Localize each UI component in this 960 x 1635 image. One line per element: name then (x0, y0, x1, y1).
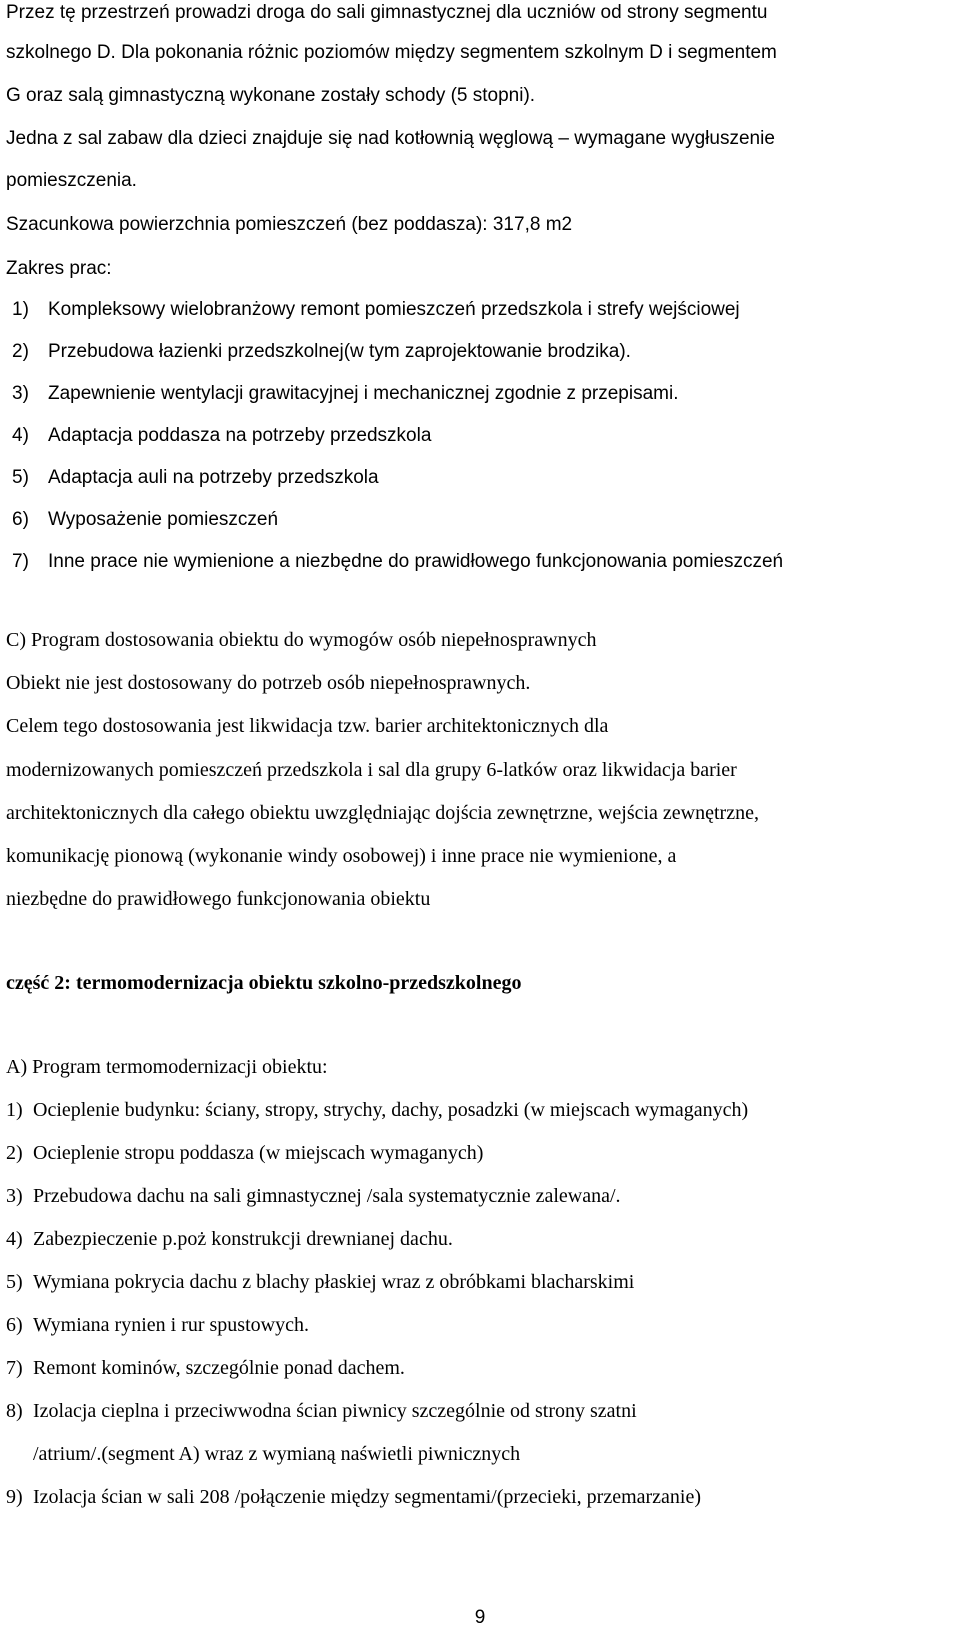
list-number: 5) (6, 1271, 23, 1293)
list-text: Adaptacja poddasza na potrzeby przedszkola (48, 425, 432, 446)
list-text: Izolacja cieplna i przeciwwodna ścian piwnicy szczególnie od strony szatni (33, 1400, 637, 1422)
list-text: Inne prace nie wymienione a niezbędne do prawidłowego funkcjonowania pomieszczeń (48, 551, 784, 572)
list-text: Ocieplenie stropu poddasza (w miejscach wymaganych) (33, 1142, 484, 1164)
list-number: 7) (6, 1357, 23, 1379)
list-text: Kompleksowy wielobranżowy remont pomieszczeń przedszkola i strefy wejściowej (48, 299, 740, 320)
list-number: 1) (12, 299, 29, 320)
section-c-line: komunikację pionową (wykonanie windy osobowej) i inne prace nie wymienione, a (6, 845, 677, 867)
list-text: Remont kominów, szczególnie ponad dachem. (33, 1357, 405, 1379)
list-number: 9) (6, 1486, 23, 1508)
area-line: Szacunkowa powierzchnia pomieszczeń (bez poddasza): 317,8 m2 (6, 214, 573, 235)
list-number: 2) (6, 1142, 23, 1164)
section-c-line: architektonicznych dla całego obiektu uwzględniając dojścia zewnętrzne, wejścia zewnętrzne, (6, 802, 759, 824)
list-number: 6) (12, 509, 29, 530)
list-number: 5) (12, 467, 29, 488)
page-number: 9 (474, 1607, 486, 1628)
part2-heading: część 2: termomodernizacja obiektu szkolno-przedszkolnego (6, 972, 522, 994)
list-text: Zabezpieczenie p.poż konstrukcji drewnianej dachu. (33, 1228, 453, 1250)
intro-line: pomieszczenia. (6, 170, 137, 191)
list-number: 3) (6, 1185, 23, 1207)
intro-line: Jedna z sal zabaw dla dzieci znajduje się nad kotłownią węglową – wymagane wygłuszenie (6, 128, 775, 149)
section-c-heading: C) Program dostosowania obiektu do wymogów osób niepełnosprawnych (6, 629, 597, 651)
list-text: Przebudowa łazienki przedszkolnej(w tym zaprojektowanie brodzika). (48, 341, 631, 362)
list-number: 4) (6, 1228, 23, 1250)
section-c-line: Obiekt nie jest dostosowany do potrzeb osób niepełnosprawnych. (6, 672, 531, 694)
list-number: 2) (12, 341, 29, 362)
intro-line: Przez tę przestrzeń prowadzi droga do sali gimnastycznej dla uczniów od strony segmentu (6, 2, 768, 23)
list-text: Wymiana rynien i rur spustowych. (33, 1314, 309, 1336)
section-c-line: niezbędne do prawidłowego funkcjonowania obiektu (6, 888, 431, 910)
section-c-line: modernizowanych pomieszczeń przedszkola i sal dla grupy 6-latków oraz likwidacja barier (6, 759, 737, 781)
section-c-line: Celem tego dostosowania jest likwidacja tzw. barier architektonicznych dla (6, 715, 609, 737)
list-text: Adaptacja auli na potrzeby przedszkola (48, 467, 379, 488)
list-text: Przebudowa dachu na sali gimnastycznej /sala systematycznie zalewana/. (33, 1185, 621, 1207)
list-number: 4) (12, 425, 29, 446)
part2-subheading: A) Program termomodernizacji obiektu: (6, 1056, 328, 1078)
list-number: 8) (6, 1400, 23, 1422)
list-text: Wymiana pokrycia dachu z blachy płaskiej wraz z obróbkami blacharskimi (33, 1271, 635, 1293)
scope-heading: Zakres prac: (6, 258, 112, 279)
list-text: Izolacja ścian w sali 208 /połączenie między segmentami/(przecieki, przemarzanie) (33, 1486, 702, 1508)
list-text: Wyposażenie pomieszczeń (48, 509, 279, 530)
list-text-continuation: /atrium/.(segment A) wraz z wymianą naświetli piwnicznych (33, 1443, 521, 1465)
intro-line: szkolnego D. Dla pokonania różnic poziomów między segmentem szkolnym D i segmentem (6, 42, 777, 63)
list-number: 6) (6, 1314, 23, 1336)
intro-line: G oraz salą gimnastyczną wykonane zostały schody (5 stopni). (6, 85, 536, 106)
list-number: 3) (12, 383, 29, 404)
list-text: Ocieplenie budynku: ściany, stropy, strychy, dachy, posadzki (w miejscach wymaganych) (33, 1099, 749, 1121)
list-number: 1) (6, 1099, 23, 1121)
list-number: 7) (12, 551, 29, 572)
list-text: Zapewnienie wentylacji grawitacyjnej i mechanicznej zgodnie z przepisami. (48, 383, 679, 404)
